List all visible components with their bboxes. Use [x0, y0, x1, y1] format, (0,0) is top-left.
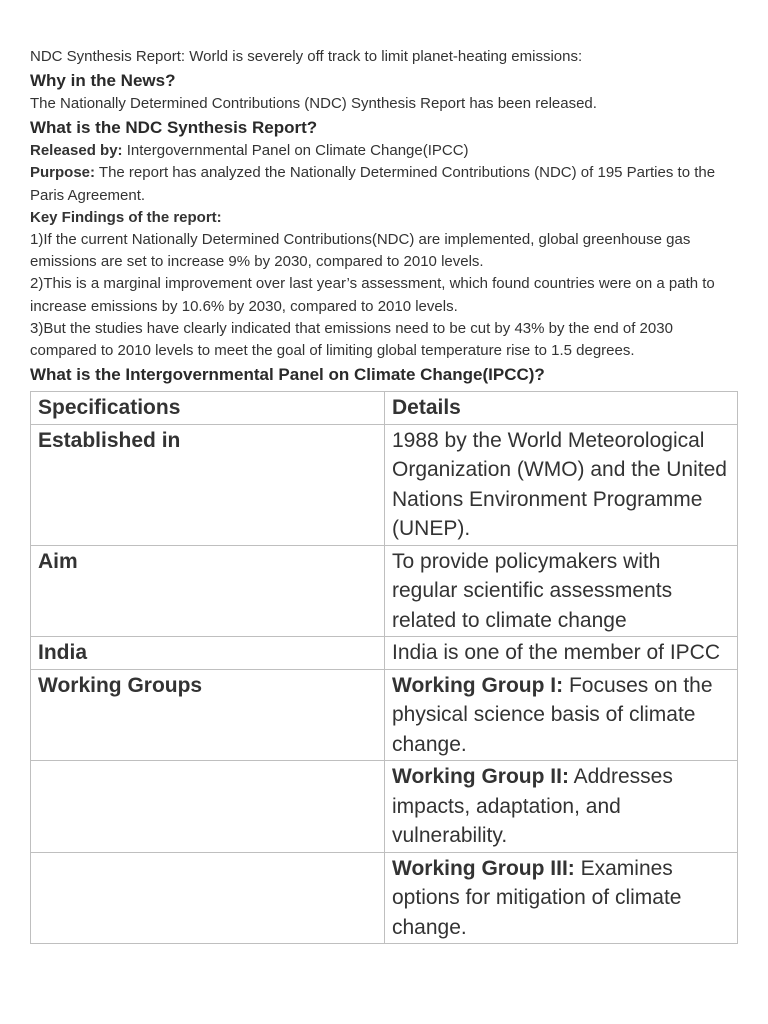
table-row	[31, 424, 738, 545]
table-cell-spec: Working Groups	[31, 669, 385, 761]
released-paragraph	[30, 140, 742, 162]
findings-label: Key Findings of the report:	[30, 208, 222, 226]
purpose-text: The report has analyzed the Nationally Determined Contributions (NDC) of 195 Parties to the Paris Agreement.	[30, 164, 716, 204]
table-cell-spec: India	[31, 637, 385, 670]
table-cell-detail: India is one of the member of IPCC	[385, 637, 738, 670]
article	[30, 46, 742, 944]
table-cell-detail	[385, 669, 738, 761]
table-row	[31, 637, 738, 670]
finding-item: 1)If the current Nationally Determined Contributions(NDC) are implemented, global greenhouse gas emissions are set to increase 9% by 2030, compared to 2010 levels.	[30, 231, 691, 271]
ipcc-heading: What is the Intergovernmental Panel on Climate Change(IPCC)?	[30, 365, 545, 385]
column-header-details: Details	[385, 392, 738, 425]
table-cell-spec	[31, 761, 385, 853]
purpose-paragraph	[30, 162, 742, 206]
working-group-label: Working Group III:	[392, 856, 575, 880]
table-cell-spec: Aim	[31, 545, 385, 637]
why-heading: Why in the News?	[30, 71, 176, 90]
working-group-label: Working Group I:	[392, 673, 564, 697]
working-group-label: Working Group II:	[392, 765, 569, 789]
finding-item: 3)But the studies have clearly indicated that emissions need to be cut by 43% by the end of 2030 compared to 2010 levels to meet the goal of limiting global temperature rise to 1.5 degrees.	[30, 319, 673, 360]
what-heading: What is the NDC Synthesis Report?	[30, 118, 318, 138]
table-row	[31, 669, 738, 761]
finding-item: 2)This is a marginal improvement over last year’s assessment, which found countries were on a path to increase emissions by 10.6% by 2030, compared to 2010 levels.	[30, 275, 715, 315]
table-cell-detail: To provide policymakers with regular scientific assessments related to climate change	[385, 545, 738, 637]
ipcc-table	[30, 391, 738, 944]
released-text: Intergovernmental Panel on Climate Change(IPCC)	[122, 142, 469, 160]
table-cell-spec: Established in	[31, 424, 385, 545]
working-group-text: Focuses on the physical science basis of climate change.	[392, 673, 713, 756]
table-cell-detail: 1988 by the World Meteorological Organization (WMO) and the United Nations Environment Programme (UNEP).	[385, 424, 738, 545]
working-group-text: Addresses impacts, adaptation, and vulnerability.	[392, 765, 673, 848]
table-cell-detail	[385, 761, 738, 853]
article-intro-line: NDC Synthesis Report: World is severely off track to limit planet-heating emissions:	[30, 48, 583, 65]
released-label: Released by:	[30, 142, 123, 160]
column-header-specifications: Specifications	[31, 392, 385, 425]
table-header-row	[31, 392, 738, 425]
table-row	[31, 545, 738, 637]
purpose-label: Purpose:	[30, 164, 96, 182]
table-row	[31, 761, 738, 853]
table-cell-detail	[385, 852, 738, 944]
table-row	[31, 852, 738, 944]
table-cell-spec	[31, 852, 385, 944]
working-group-text: Examines options for mitigation of climate change.	[392, 856, 682, 939]
why-text: The Nationally Determined Contributions (NDC) Synthesis Report has been released.	[30, 95, 597, 112]
